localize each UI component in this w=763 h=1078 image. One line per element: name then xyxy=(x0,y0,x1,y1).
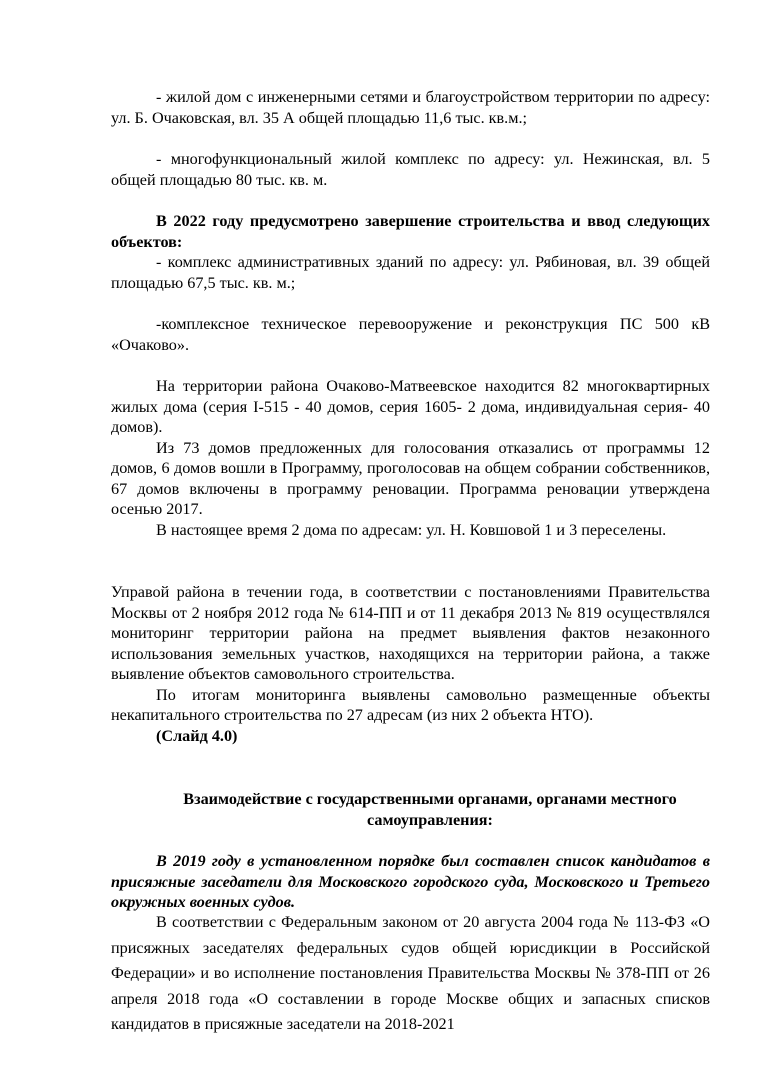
slide-reference: (Слайд 4.0) xyxy=(156,726,238,745)
section-housing xyxy=(111,376,710,540)
paragraph-substation-reconstruction: -комплексное техническое перевооружение и реконструкция ПС 500 кВ «Очаково». xyxy=(111,315,710,354)
paragraph-residential-house: - жилой дом с инженерными сетями и благоустройством территории по адресу: ул. Б. Очаковская, вл. 35 А общей площадью 11,6 тыс. кв.м.; xyxy=(111,88,710,127)
section-heading-interaction: Взаимодействие с государственными органами, органами местного самоуправления: xyxy=(183,790,677,829)
paragraph-renovation-program: Из 73 домов предложенных для голосования отказались от программы 12 домов, 6 домов вошли в Программу, проголосовав на общем собрании собственников, 67 домов включены в программу реновации. Программа реновации утверждена осенью 2017. xyxy=(111,438,710,518)
paragraph-resettled-houses: В настоящее время 2 дома по адресам: ул. Н. Ковшовой 1 и 3 переселены. xyxy=(156,520,667,539)
section-2022-completion xyxy=(111,211,710,293)
paragraph-apartment-buildings: На территории района Очаково-Матвеевское находится 82 многоквартирных жилых дома (серия I-515 - 40 домов, серия 1605- 2 дома, индивидуальная серия- 40 домов). xyxy=(111,377,710,436)
paragraph-administrative-buildings: - комплекс административных зданий по адресу: ул. Рябиновая, вл. 39 общей площадью 67,5 тыс. кв. м.; xyxy=(111,253,710,292)
paragraph-jurors-list: В 2019 году в установленном порядке был составлен список кандидатов в присяжные заседатели для Московского городского суда, Московского и Третьего окружных военных судов. xyxy=(111,852,710,911)
paragraph-monitoring-results: По итогам мониторинга выявлены самовольно размещенные объекты некапитального строительства по 27 адресам (из них 2 объекта НТО). xyxy=(111,685,710,724)
paragraph-2022-heading: В 2022 году предусмотрено завершение строительства и ввод следующих объектов: xyxy=(111,212,710,251)
paragraph-federal-law: В соответствии с Федеральным законом от 20 августа 2004 года № 113-ФЗ «О присяжных заседателях федеральных судов общей юрисдикции в Российской Федерации» и во исполнение постановления Правительства Москвы № 378-ПП от 26 апреля 2018 года «О составлении в городе Москве общих и запасных списков кандидатов в присяжные заседатели на 2018-2021 xyxy=(111,913,710,1033)
section-monitoring xyxy=(111,582,710,746)
paragraph-land-monitoring: Управой района в течении года, в соответствии с постановлениями Правительства Москвы от 2 ноября 2012 года № 614-ПП и от 11 декабря 2013 № 819 осуществлялся мониторинг территории района на предмет выявления фактов незаконного использования земельных участков, находящихся на территории района, а также выявление объектов самовольного строительства. xyxy=(111,583,710,683)
paragraph-multifunctional-complex: - многофункциональный жилой комплекс по адресу: ул. Нежинская, вл. 5 общей площадью 80 тыс. кв. м. xyxy=(111,150,710,189)
